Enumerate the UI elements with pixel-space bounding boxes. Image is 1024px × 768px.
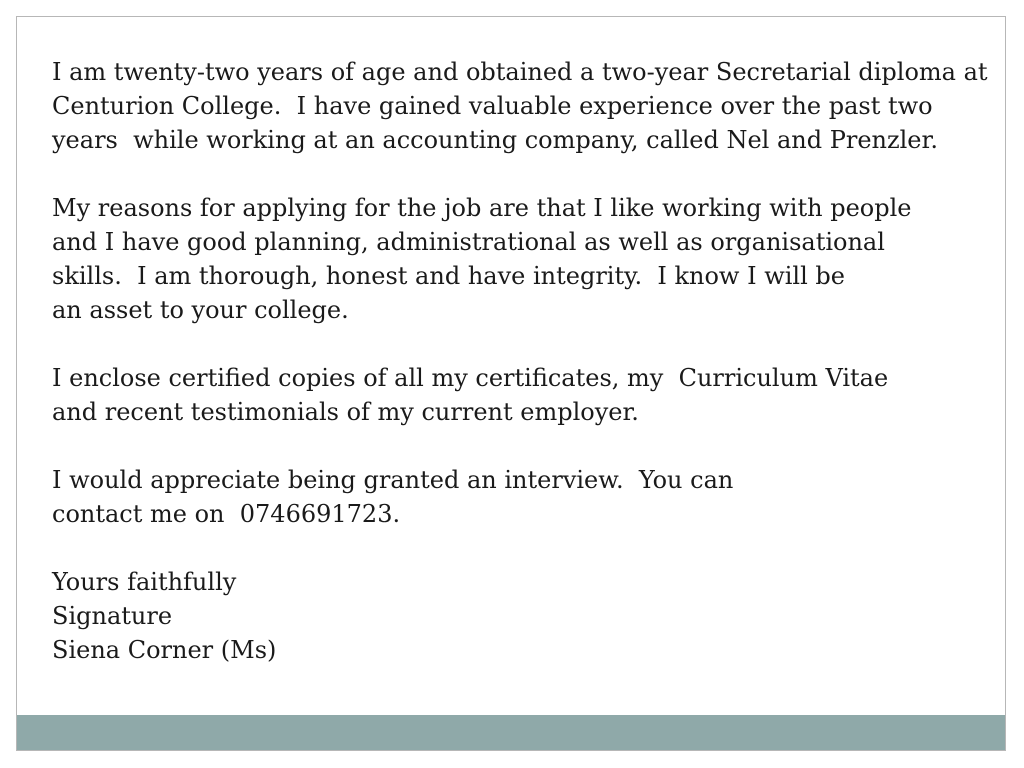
footer-bar — [17, 715, 1005, 750]
text-line: an asset to your college. — [52, 296, 349, 324]
letter-closing — [52, 565, 1012, 667]
text-line: My reasons for applying for the job are that I like working with people — [52, 194, 912, 222]
text-line: Centurion College. I have gained valuable experience over the past two — [52, 92, 933, 120]
text-line: years while working at an accounting company, called Nel and Prenzler. — [52, 126, 938, 154]
paragraph-interview-request — [52, 463, 1012, 531]
letter-slide — [16, 16, 1006, 751]
text-line: skills. I am thorough, honest and have integrity. I know I will be — [52, 262, 845, 290]
letter-body — [52, 55, 1012, 667]
text-line: I am twenty-two years of age and obtained a two-year Secretarial diploma at — [52, 58, 988, 86]
text-line: and recent testimonials of my current employer. — [52, 398, 639, 426]
paragraph-reasons — [52, 191, 1012, 327]
text-line: I would appreciate being granted an interview. You can — [52, 466, 734, 494]
text-line: contact me on 0746691723. — [52, 500, 401, 528]
text-line: and I have good planning, administrational as well as organisational — [52, 228, 885, 256]
paragraph-introduction — [52, 55, 1012, 157]
sender-name: Siena Corner (Ms) — [52, 636, 277, 664]
text-line: I enclose certified copies of all my certificates, my Curriculum Vitae — [52, 364, 889, 392]
closing-salutation: Yours faithfully — [52, 568, 237, 596]
signature-line: Signature — [52, 602, 173, 630]
paragraph-enclosures — [52, 361, 1012, 429]
